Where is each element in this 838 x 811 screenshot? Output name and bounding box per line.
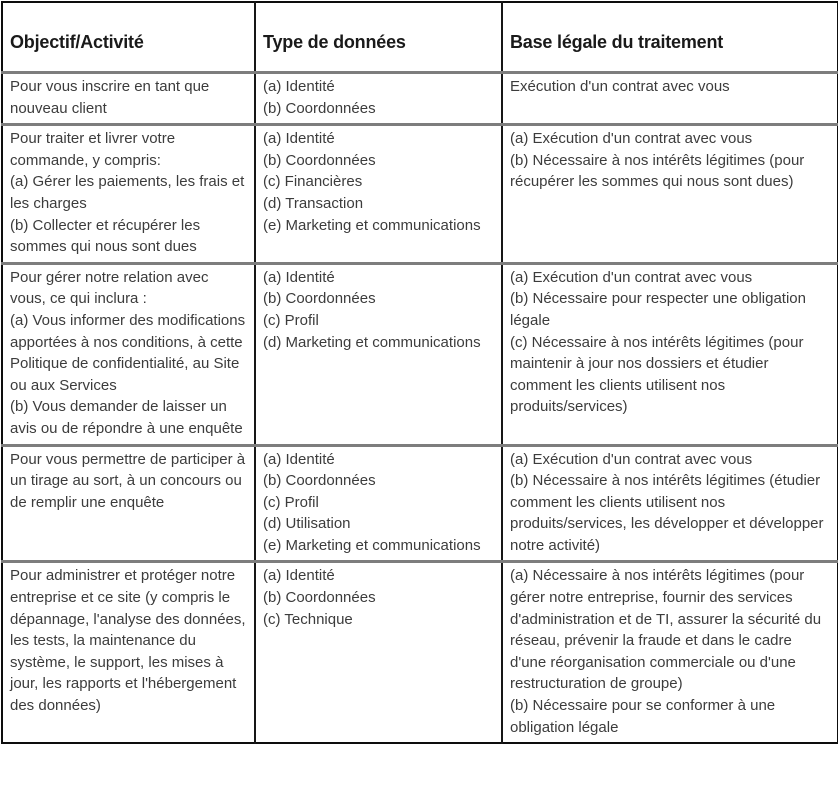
text-line: (c) Financières bbox=[263, 173, 363, 191]
text-line: (b) Nécessaire pour se conformer à une obligation légale bbox=[510, 697, 776, 736]
text-line: Pour vous permettre de participer à un tirage au sort, à un concours ou de remplir une enquête bbox=[10, 450, 246, 511]
text-line: (b) Nécessaire à nos intérêts légitimes (pour récupérer les sommes qui nous sont dues) bbox=[510, 151, 805, 191]
text-line: (a) Identité bbox=[263, 78, 335, 95]
text-line: (e) Marketing et communications bbox=[263, 216, 481, 234]
cell-types bbox=[255, 445, 502, 562]
cell-base-legale bbox=[502, 125, 838, 264]
text-line: Pour vous inscrire en tant que nouveau client bbox=[10, 78, 210, 117]
text-line: (d) Marketing et communications bbox=[263, 333, 481, 351]
text-line: (a) Vous informer des modifications apportées à nos conditions, à cette Politique de confidentialité, au Site ou aux Services bbox=[10, 311, 246, 394]
text-line: (b) Coordonnées bbox=[263, 151, 376, 169]
text-line: (c) Nécessaire à nos intérêts légitimes (pour maintenir à jour nos dossiers et étudier comment les clients utilisent nos produits/services) bbox=[510, 333, 804, 416]
cell-types bbox=[255, 263, 502, 445]
text-line: (a) Exécution d'un contrat avec vous bbox=[510, 450, 753, 468]
cell-objectif bbox=[2, 125, 255, 264]
cell-types bbox=[255, 73, 502, 125]
text-line: (b) Coordonnées bbox=[263, 472, 376, 490]
text-line: (a) Exécution d'un contrat avec vous bbox=[510, 130, 753, 148]
cell-base-legale bbox=[502, 263, 838, 445]
table-row bbox=[2, 125, 838, 264]
header-cell-type-donnees: Type de données bbox=[255, 2, 502, 73]
text-line: (a) Nécessaire à nos intérêts légitimes (pour gérer notre entreprise, fournir des services d'administration et de TI, assurer la sécurité du réseau, prévenir la fraude et dans le cadre d'une réorganisation commerciale ou d'une restructuration de groupe) bbox=[510, 567, 822, 693]
table-header bbox=[2, 2, 838, 73]
text-line: (d) Transaction bbox=[263, 194, 364, 212]
text-line: Pour administrer et protéger notre entreprise et ce site (y compris le dépannage, l'analyse des données, les tests, la maintenance du système, le support, les mises à jour, les rapports et l'hébergement des données) bbox=[10, 567, 246, 715]
cell-types bbox=[255, 125, 502, 264]
header-cell-objectif: Objectif/Activité bbox=[10, 32, 144, 52]
cell-base-legale bbox=[502, 73, 838, 125]
text-line: (a) Exécution d'un contrat avec vous bbox=[510, 268, 753, 286]
text-line: (b) Coordonnées bbox=[263, 589, 376, 607]
cell-objectif bbox=[2, 445, 255, 562]
cell-base-legale bbox=[502, 562, 838, 743]
text-line: (a) Identité bbox=[263, 130, 335, 148]
text-line: (e) Marketing et communications bbox=[263, 536, 481, 554]
cell-types bbox=[255, 562, 502, 743]
text-line: (c) Technique bbox=[263, 610, 353, 628]
cell-base-legale bbox=[502, 445, 838, 562]
cell-objectif bbox=[2, 73, 255, 125]
text-line: (c) Profil bbox=[263, 493, 319, 511]
legal-basis-table bbox=[1, 1, 838, 744]
text-line: (a) Identité bbox=[263, 567, 335, 585]
text-line: (b) Nécessaire à nos intérêts légitimes (étudier comment les clients utilisent nos produits/services, les développer et développer notre activité) bbox=[510, 472, 824, 554]
text-line: (b) Collecter et récupérer les sommes qui nous sont dues bbox=[10, 216, 201, 256]
text-line: (b) Coordonnées bbox=[263, 99, 376, 117]
cell-objectif bbox=[2, 562, 255, 743]
text-line: (a) Identité bbox=[263, 450, 335, 468]
header-cell-base-legale: Base légale du traitement bbox=[502, 2, 838, 73]
header-row bbox=[2, 2, 838, 73]
text-line: Pour gérer notre relation avec vous, ce qui inclura : bbox=[10, 268, 209, 308]
text-line: (d) Utilisation bbox=[263, 515, 351, 533]
cell-objectif bbox=[2, 263, 255, 445]
text-line: (a) Gérer les paiements, les frais et les charges bbox=[10, 173, 245, 212]
text-line: Pour traiter et livrer votre commande, y compris: bbox=[10, 130, 176, 169]
text-line: (b) Coordonnées bbox=[263, 290, 376, 308]
text-line: (b) Vous demander de laisser un avis ou de répondre à une enquête bbox=[10, 398, 243, 437]
table-body bbox=[2, 73, 838, 744]
table-row bbox=[2, 263, 838, 445]
text-line: Exécution d'un contrat avec vous bbox=[510, 78, 730, 95]
table-row bbox=[2, 445, 838, 562]
table-row bbox=[2, 73, 838, 125]
table-row bbox=[2, 562, 838, 743]
text-line: (a) Identité bbox=[263, 268, 335, 286]
text-line: (c) Profil bbox=[263, 311, 319, 329]
text-line: (b) Nécessaire pour respecter une obligation légale bbox=[510, 290, 806, 329]
